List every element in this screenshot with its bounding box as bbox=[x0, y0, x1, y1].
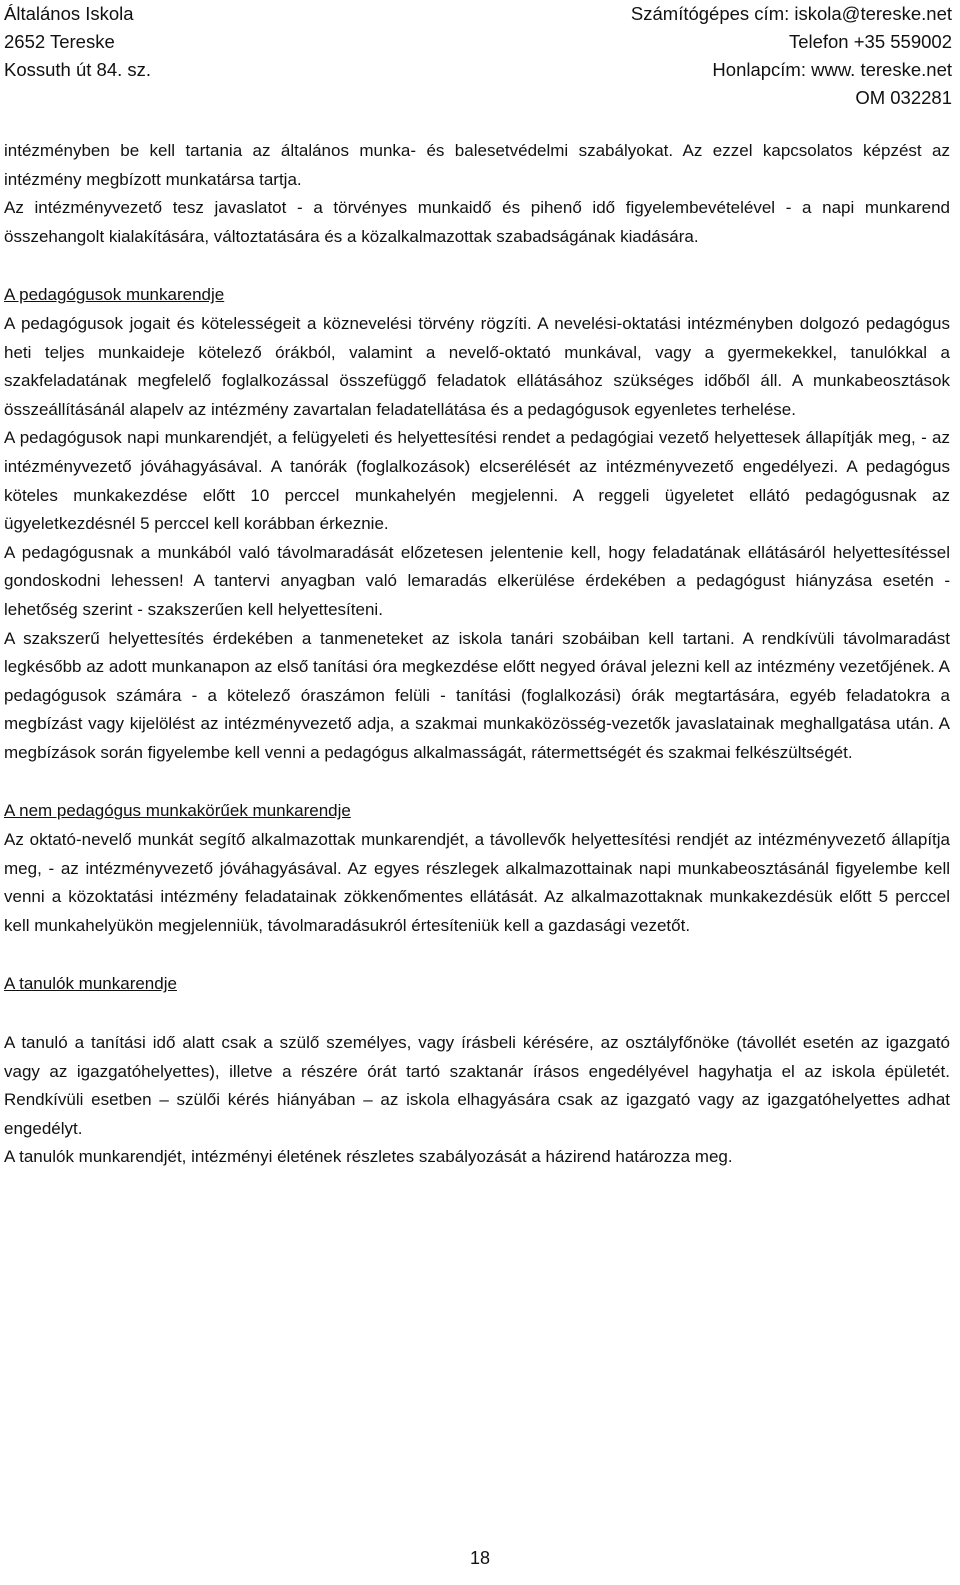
paragraph-teachers-rights: A pedagógusok jogait és kötelességeit a köznevelési törvény rögzíti. A nevelési-oktatási intézményben dolgozó pedagógus heti teljes munkaideje kötelező órákból, valamint a nevelő-oktató munkával, vagy a gyermekekkel, tanulókkal a szakfeladatának megfelelő foglalkozással összefüggő feladatok ellátásához szükséges időből áll. A munkabeosztások összeállításánál alapelv az intézmény zavartalan feladatellátása és a pedagógusok egyenletes terhelése. bbox=[4, 313, 950, 419]
school-om-code: OM 032281 bbox=[855, 87, 952, 108]
paragraph-non-teaching-staff: Az oktató-nevelő munkát segítő alkalmazottak munkarendjét, a távollevők helyettesítési rendjét az intézményvezető állapítja meg, - az intézményvezető jóváhagyásával. Az egyes részlegek alkalmazottainak napi munkabeosztásánál figyelembe kell venni a közoktatási intézmény feladatainak zökkenőmentes ellátását. Az alkalmazottaknak munkakezdésük előtt 5 perccel kell munkahelyükön megjelenniük, távolmaradásukról értesíteniük kell a gazdasági vezetőt. bbox=[4, 830, 950, 935]
document-body bbox=[4, 137, 950, 1172]
paragraph-substitution: A szakszerű helyettesítés érdekében a tanmeneteket az iskola tanári szobáiban kell tartani. A rendkívüli távolmaradást legkésőbb az adott munkanapon az első tanítási óra megkezdése előtt negyed órával jelezni kell az intézmény vezetőjének. A pedagógusok számára - a kötelező óraszámon felüli - tanítási (foglalkozási) órák megtartására, egyéb feladatokra a megbízást vagy kijelölést az intézményvezető adja, a szakmai munkaközösség-vezetők javaslatainak meghallgatása után. A megbízások során figyelembe kell venni a pedagógus alkalmasságát, rátermettségét és szakmai felkészültségét. bbox=[4, 628, 950, 762]
paragraph-work-schedule-proposal: Az intézményvezető tesz javaslatot - a törvényes munkaidő és pihenő idő figyelembevételével - a napi munkarend összehangolt kialakítására, változtatására és a közalkalmazottak szabadságának kiadására. bbox=[4, 198, 950, 246]
school-city: 2652 Tereske bbox=[4, 31, 115, 52]
school-phone: Telefon +35 559002 bbox=[788, 31, 952, 52]
paragraph-students-house-rules: A tanulók munkarendjét, intézményi életének részletes szabályozását a házirend határozza meg. bbox=[4, 1147, 733, 1167]
document-header bbox=[0, 0, 960, 120]
paragraph-teachers-absence: A pedagógusnak a munkából való távolmaradását előzetesen jelentenie kell, hogy feladatának ellátásáról helyettesítéssel gondoskodni lehessen! A tantervi anyagban való lemaradás elkerülése érdekében a pedagógust hiányzása esetén - lehetőség szerint - szakszerűen kell helyettesíteni. bbox=[4, 542, 950, 619]
paragraph-safety-rules: intézményben be kell tartania az általános munka- és balesetvédelmi szabályokat. Az ezzel kapcsolatos képzést az intézmény megbízott munkatársa tartja. bbox=[4, 141, 950, 189]
paragraph-teachers-daily-schedule: A pedagógusok napi munkarendjét, a felügyeleti és helyettesítési rendet a pedagógiai vezető helyettesek állapítják meg, - az intézményvezető jóváhagyásával. A tanórák (foglalkozások) elcserélését az intézményvezető engedélyezi. A pedagógus köteles munkakezdése előtt 10 perccel munkahelyén megjelenni. A reggeli ügyeletet ellátó pedagógusnak az ügyeletkezdésnél 5 perccel kell korábban érkeznie. bbox=[4, 428, 950, 534]
paragraph-students-leaving: A tanuló a tanítási idő alatt csak a szülő személyes, vagy írásbeli kérésére, az osztályfőnöke (távollét esetén az igazgató vagy az igazgatóhelyettes), illetve a részére órát tartó szaktanár írásos engedélyével hagyhatja el az iskola épületét. Rendkívüli esetben – szülői kérés hiányában – az iskola elhagyására csak az igazgató vagy az igazgatóhelyettes adhat engedélyt. bbox=[4, 1033, 950, 1138]
school-name: Általános Iskola bbox=[4, 3, 134, 24]
page-number: 18 bbox=[469, 1548, 491, 1568]
heading-teachers-schedule: A pedagógusok munkarendje bbox=[4, 285, 225, 305]
heading-non-teaching-staff-schedule: A nem pedagógus munkakörűek munkarendje bbox=[4, 801, 351, 821]
heading-students-schedule: A tanulók munkarendje bbox=[4, 974, 177, 994]
school-email: Számítógépes cím: iskola@tereske.net bbox=[630, 3, 952, 24]
school-address-block bbox=[4, 0, 151, 84]
school-contact-block bbox=[631, 0, 952, 112]
school-street: Kossuth út 84. sz. bbox=[4, 59, 152, 80]
school-website: Honlapcím: www. tereske.net bbox=[712, 59, 952, 80]
